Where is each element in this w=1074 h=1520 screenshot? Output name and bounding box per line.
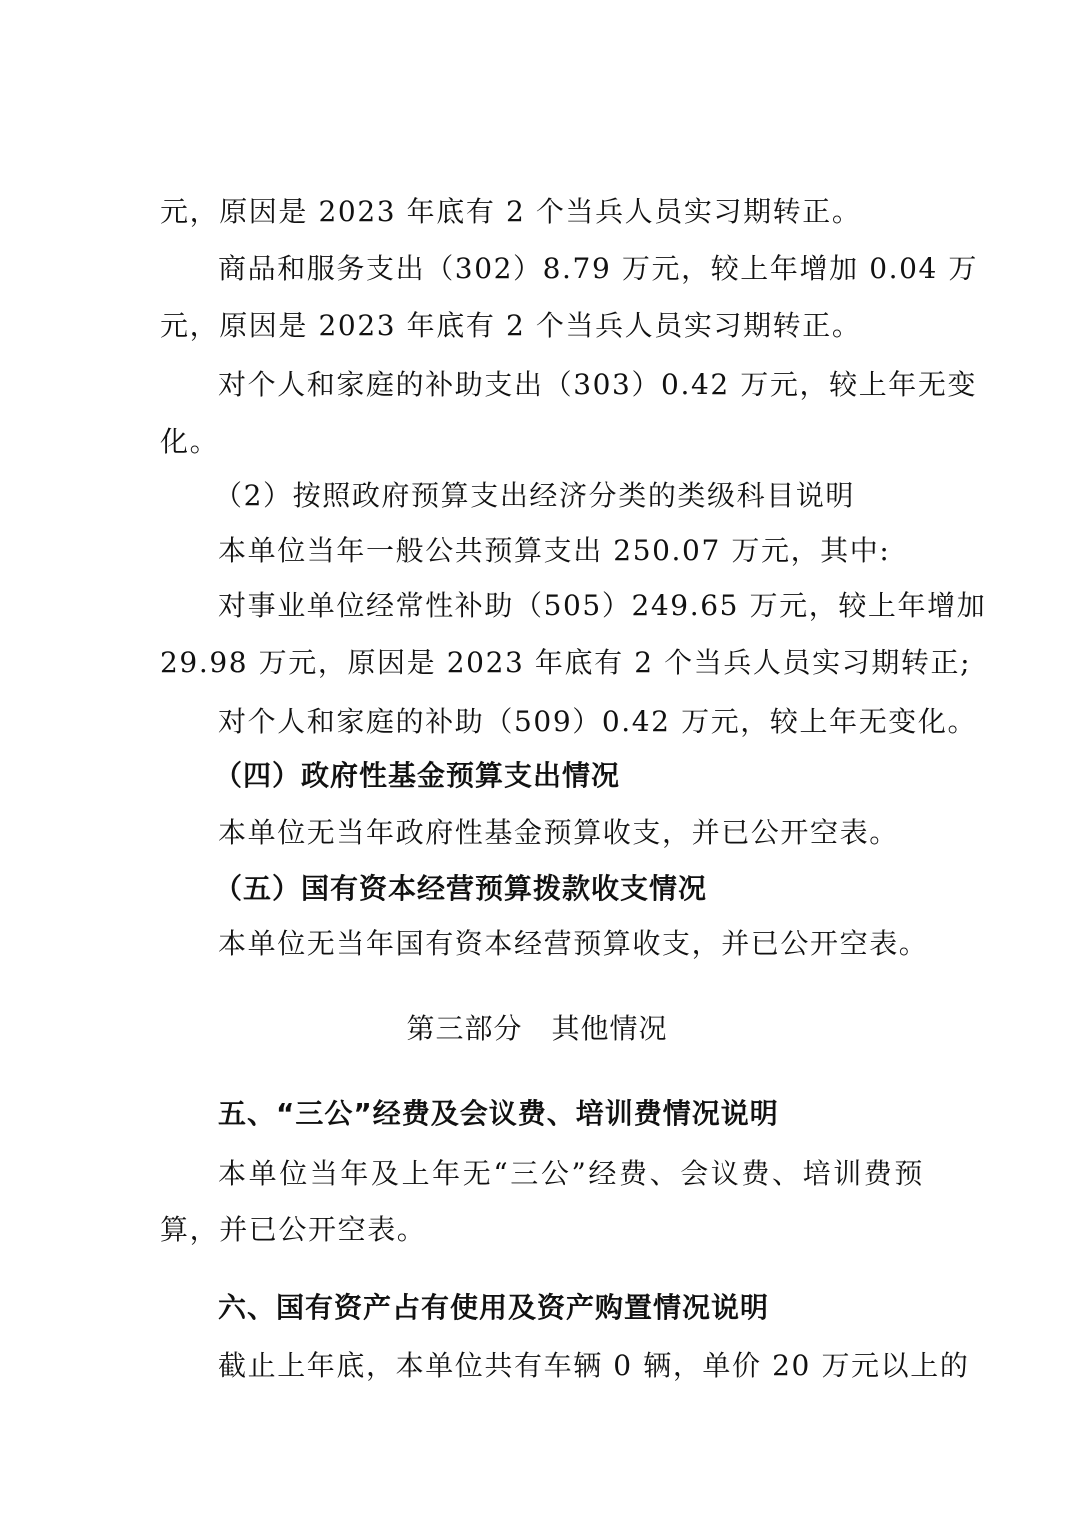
paragraph-line: 本单位当年一般公共预算支出 250.07 万元，其中: — [218, 534, 891, 567]
part-title: 第三部分 其他情况 — [406, 1012, 668, 1045]
paragraph-line: 对个人和家庭的补助支出（303）0.42 万元，较上年无变 — [218, 368, 978, 401]
section-heading-six: 六、国有资产占有使用及资产购置情况说明 — [218, 1291, 770, 1324]
paragraph-line: 本单位当年及上年无“三公”经费、会议费、培训费预 — [218, 1157, 924, 1190]
paragraph-line: 本单位无当年国有资本经营预算收支，并已公开空表。 — [218, 927, 929, 960]
paragraph-line: 对个人和家庭的补助（509）0.42 万元，较上年无变化。 — [218, 705, 978, 738]
section-heading-five: 五、“三公”经费及会议费、培训费情况说明 — [218, 1097, 779, 1130]
paragraph-line: 算，并已公开空表。 — [160, 1213, 427, 1246]
paragraph-line: 商品和服务支出（302）8.79 万元，较上年增加 0.04 万 — [218, 252, 979, 285]
paragraph-line: 元，原因是 2023 年底有 2 个当兵人员实习期转正。 — [160, 195, 862, 228]
section-heading-5: （五）国有资本经营预算拨款收支情况 — [214, 872, 708, 905]
paragraph-line: 截止上年底，本单位共有车辆 0 辆，单价 20 万元以上的 — [218, 1349, 970, 1382]
paragraph-line: 29.98 万元，原因是 2023 年底有 2 个当兵人员实习期转正; — [160, 646, 972, 679]
subsection-heading: （2）按照政府预算支出经济分类的类级科目说明 — [214, 479, 856, 512]
paragraph-line: 对事业单位经常性补助（505）249.65 万元，较上年增加 — [218, 589, 987, 622]
section-heading-4: （四）政府性基金预算支出情况 — [214, 759, 621, 792]
paragraph-line: 本单位无当年政府性基金预算收支，并已公开空表。 — [218, 816, 899, 849]
paragraph-line: 化。 — [160, 425, 220, 458]
paragraph-line: 元，原因是 2023 年底有 2 个当兵人员实习期转正。 — [160, 309, 862, 342]
